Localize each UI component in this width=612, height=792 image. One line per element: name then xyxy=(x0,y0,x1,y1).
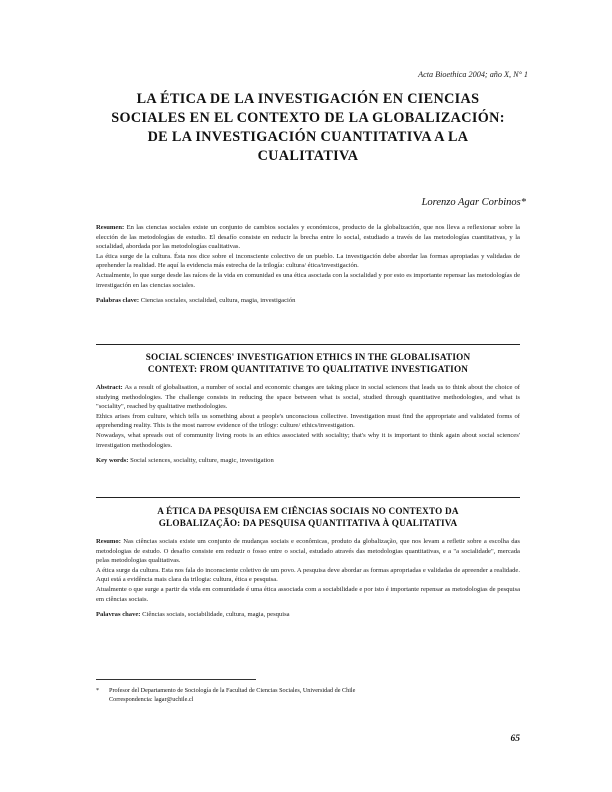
abstract-paragraph: Atualmente o que surge a partir da vida em comunidade é uma ética associada com a sociabilidade e por isto é importante repensar as metodologias de pesquisa em ciências sociais. xyxy=(96,585,520,603)
abstract-paragraph: Actualmente, lo que surge desde las raíces de la vida en comunidad es una ética asociada con la socialidad y por esto es importante repensar las metodologías de investigación en las ciencias sociales. xyxy=(96,271,520,289)
footnote-line: Profesor del Departamento de Sociología de la Facultad de Ciencias Sociales, Universidad de Chile xyxy=(109,687,356,694)
abstract-paragraph: La ética surge de la cultura. Ésta nos dice sobre el inconsciente colectivo de un pueblo. La investigación debe abordar las formas apropiadas y validadas de aprehender la realidad. He aquí la evidencia más estrecha de la trilogía: cultura/ ética/investigación. xyxy=(96,252,520,270)
abstract-paragraph xyxy=(96,537,520,566)
title-line: LA ÉTICA DE LA INVESTIGACIÓN EN CIENCIAS xyxy=(136,91,480,107)
keywords-line xyxy=(96,456,520,466)
abstract-paragraph xyxy=(96,223,520,252)
abstract-text: As a result of globalisation, a number of social and economic changes are taking place in social sciences that leads us to think about the choice of studying methodologies. The challenge consists in reducing the space between what is social, studied through quantitative methodologies, and what is "sociality", reached by qualitative methodologies. xyxy=(96,384,520,411)
keywords-line xyxy=(96,296,520,306)
english-title xyxy=(96,351,520,375)
keywords-text: Ciencias sociales, socialidad, cultura, magia, investigación xyxy=(140,297,296,305)
portuguese-abstract xyxy=(96,537,520,620)
portuguese-title-line: GLOBALIZAÇÃO: DA PESQUISA QUANTITATIVA À QUALITATIVA xyxy=(158,518,458,529)
journal-reference: Acta Bioethica 2004; año X, N° 1 xyxy=(418,70,528,79)
abstract-text: Nas ciências sociais existe um conjunto de mudanças sociais e econômicas, produto da globalização, que nos levam a refletir sobre a escolha das metodologias de estudo. O desafio consiste em reduzir o fosso entre o social, estudado através das metodologias quantitativas, e a "a socialidade", mercada pelas metodologias qualitativas. xyxy=(96,538,520,565)
keywords-label: Palavras chave: xyxy=(96,611,141,619)
abstract-paragraph: Nowadays, what spreads out of community living roots is an ethics associated with sociality; that's why it is important to think again about social sciences' investigation methodologies. xyxy=(96,431,520,449)
section-divider xyxy=(96,497,520,498)
abstract-paragraph xyxy=(96,383,520,412)
resumen-label: Resumen: xyxy=(96,224,125,231)
abstract-text: En las ciencias sociales existe un conjunto de cambios sociales y económicos, producto de la globalización, que nos lleva a reflexionar sobre la elección de las metodologías de estudio. El desafío consiste en reducir la brecha entre lo social, estudiado a través de las metodologías cuantitativas, y la socialidad, abordada por las metodologías cualitativas. xyxy=(96,224,520,251)
footnote-line: Correspondencia: lagar@uchile.cl xyxy=(109,696,194,703)
title-line: CUALITATIVA xyxy=(257,148,359,164)
abstract-label: Abstract: xyxy=(96,384,123,391)
title-line: DE LA INVESTIGACIÓN CUANTITATIVA A LA xyxy=(147,129,469,145)
keywords-text: Social sciences, sociality, culture, magic, investigation xyxy=(130,457,274,465)
author-name: Lorenzo Agar Corbinos* xyxy=(421,197,526,208)
abstract-paragraph: A ética surge da cultura. Esta nos fala do inconsciente coletivo de um povo. A pesquisa deve abordar as formas apropriadas e validadas de apreender a realidade. Aqui está a evidência mais clara da trilogia: cultura, ética e pesquisa. xyxy=(96,566,520,584)
section-divider xyxy=(96,344,520,345)
footnote-mark: * xyxy=(96,687,100,694)
footnote xyxy=(96,686,520,704)
portuguese-title xyxy=(96,505,520,529)
title-line: SOCIALES EN EL CONTEXTO DE LA GLOBALIZACIÓN: xyxy=(111,110,505,126)
footnote-divider xyxy=(96,679,256,680)
english-title-line: SOCIAL SCIENCES' INVESTIGATION ETHICS IN THE GLOBALISATION xyxy=(145,352,471,362)
keywords-label: Key words: xyxy=(96,457,129,465)
english-abstract xyxy=(96,383,520,466)
article-title xyxy=(92,90,524,166)
footnote-text xyxy=(109,686,520,704)
spanish-abstract xyxy=(96,223,520,306)
page-number: 65 xyxy=(510,734,520,744)
keywords-label: Palabras clave: xyxy=(96,297,140,305)
portuguese-title-line: A ÉTICA DA PESQUISA EM CIÊNCIAS SOCIAIS NO CONTEXTO DA xyxy=(157,506,459,516)
resumo-label: Resumo: xyxy=(96,538,121,545)
keywords-line xyxy=(96,610,520,620)
keywords-text: Ciências sociais, sociabilidade, cultura, magia, pesquisa xyxy=(142,611,290,619)
abstract-paragraph: Ethics arises from culture, which tells us something about a people's unconscious collective. Investigation must find the appropriate and validated forms of apprehending reality. This is the most narrow evidence of the trilogy: culture/ ethics/investigation. xyxy=(96,412,520,430)
english-title-line: CONTEXT: FROM QUANTITATIVE TO QUALITATIVE INVESTIGATION xyxy=(147,364,469,375)
